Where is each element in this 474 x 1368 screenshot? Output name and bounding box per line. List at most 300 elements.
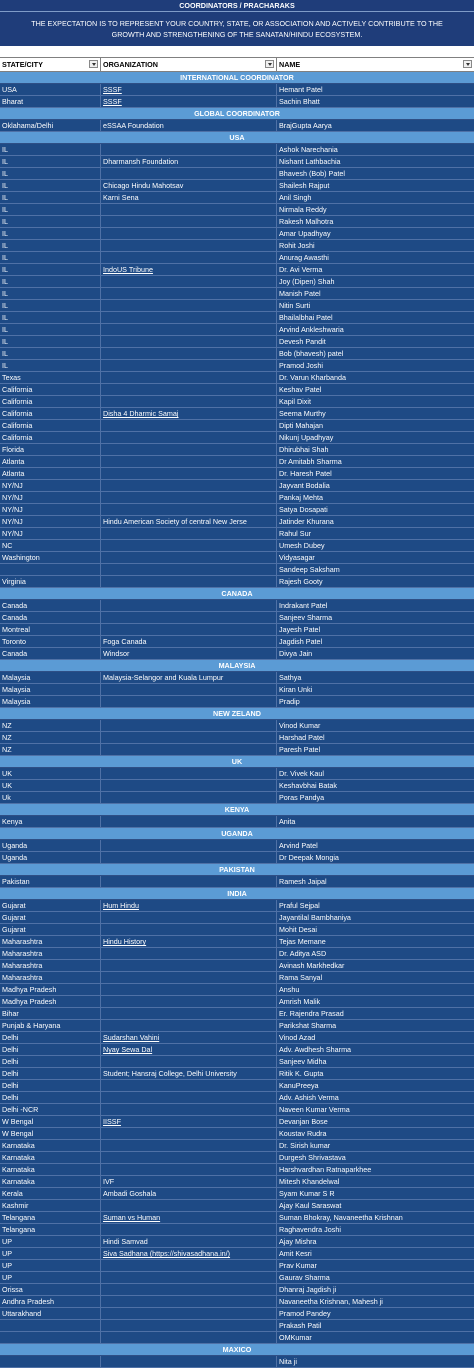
cell-state-city: Madhya Pradesh: [0, 996, 101, 1007]
cell-organization: [101, 912, 277, 923]
cell-organization: [101, 1296, 277, 1307]
cell-organization: [101, 624, 277, 635]
cell-name: Syam Kumar S R: [279, 1189, 335, 1198]
spacer-row: [0, 46, 474, 57]
table-row: [0, 840, 474, 852]
table-row: [0, 576, 474, 588]
cell-state-city: Bharat: [0, 96, 101, 107]
cell-name: Sathya: [279, 673, 302, 682]
cell-name: Keshavbhai Batak: [279, 781, 337, 790]
cell-state-city: IL: [0, 144, 101, 155]
table-row: [0, 852, 474, 864]
table-row: [0, 1224, 474, 1236]
table-row: [0, 384, 474, 396]
table-row: [0, 252, 474, 264]
sheet-title: COORDINATORS / PRACHARAKS: [0, 0, 474, 12]
cell-state-city: IL: [0, 348, 101, 359]
table-row: [0, 120, 474, 132]
cell-organization: [101, 792, 277, 803]
table-row: [0, 600, 474, 612]
intro-text: THE EXPECTATION IS TO REPRESENT YOUR COUNTRY, STATE, OR ASSOCIATION AND ACTIVELY CONTRIBUTE TO THE GROWTH AND STRENGTHENING OF THE SANATAN/HINDU ECOSYSTEM.: [0, 12, 474, 46]
cell-state-city: NC: [0, 540, 101, 551]
cell-organization: [101, 684, 277, 695]
column-header-state: [0, 58, 101, 71]
cell-state-city: IL: [0, 240, 101, 251]
table-row: [0, 540, 474, 552]
cell-name: Pramod Pandey: [279, 1309, 331, 1318]
cell-name: Sanjeev Midha: [279, 1057, 327, 1066]
cell-organization: [101, 780, 277, 791]
table-row: [0, 192, 474, 204]
cell-organization: Hindi Samvad: [101, 1236, 277, 1247]
section-header: UK: [0, 756, 474, 768]
cell-organization: [101, 576, 277, 587]
cell-name: Paresh Patel: [279, 745, 321, 754]
cell-state-city: UP: [0, 1260, 101, 1271]
cell-state-city: NY/NJ: [0, 516, 101, 527]
table-row: [0, 168, 474, 180]
cell-state-city: Toronto: [0, 636, 101, 647]
cell-state-city: UK: [0, 780, 101, 791]
cell-name: Sachin Bhatt: [279, 97, 320, 106]
table-row: [0, 264, 474, 276]
table-row: [0, 1020, 474, 1032]
table-row: [0, 156, 474, 168]
table-row: [0, 1140, 474, 1152]
cell-state-city: Karnataka: [0, 1140, 101, 1151]
cell-organization: Ambadi Goshala: [101, 1188, 277, 1199]
table-row: [0, 912, 474, 924]
cell-name: BrajGupta Aarya: [279, 121, 332, 130]
table-row: [0, 732, 474, 744]
table-row: [0, 792, 474, 804]
table-row: [0, 1272, 474, 1284]
cell-name: Rakesh Malhotra: [279, 217, 334, 226]
table-row: [0, 180, 474, 192]
cell-name: Divya Jain: [279, 649, 313, 658]
cell-organization: [101, 744, 277, 755]
cell-state-city: Washington: [0, 552, 101, 563]
table-row: [0, 720, 474, 732]
cell-state-city: Gujarat: [0, 924, 101, 935]
cell-state-city: NZ: [0, 744, 101, 755]
cell-state-city: NZ: [0, 732, 101, 743]
table-row: [0, 972, 474, 984]
filter-dropdown-icon[interactable]: [89, 60, 98, 68]
cell-name: Ajay Kaul Saraswat: [279, 1201, 342, 1210]
cell-state-city: IL: [0, 312, 101, 323]
table-row: [0, 636, 474, 648]
cell-organization: [101, 204, 277, 215]
cell-organization: [101, 768, 277, 779]
table-row: [0, 288, 474, 300]
cell-organization: [101, 948, 277, 959]
table-row: [0, 420, 474, 432]
cell-state-city: Uttarakhand: [0, 1308, 101, 1319]
table-row: [0, 1308, 474, 1320]
cell-name: Bhavesh (Bob) Patel: [279, 169, 345, 178]
cell-name: Arvind Ankleshwaria: [279, 325, 344, 334]
cell-name: Dipti Mahajan: [279, 421, 323, 430]
organization-link[interactable]: Sudarshan Vahini: [101, 1032, 277, 1043]
cell-name: Durgesh Shrivastava: [279, 1153, 346, 1162]
cell-state-city: Karnataka: [0, 1164, 101, 1175]
cell-name: Prav Kumar: [279, 1261, 317, 1270]
table-row: [0, 1164, 474, 1176]
cell-organization: Karni Sena: [101, 192, 277, 203]
table-row: [0, 1332, 474, 1344]
section-header: UGANDA: [0, 828, 474, 840]
organization-link[interactable]: IndoUS Tribune: [101, 264, 277, 275]
table-row: [0, 1104, 474, 1116]
table-row: [0, 240, 474, 252]
section-header: NEW ZELAND: [0, 708, 474, 720]
cell-organization: Hindu American Society of central New Jerse: [101, 516, 277, 527]
organization-link[interactable]: Siva Sadhana (https://shivasadhana.in/): [101, 1248, 277, 1259]
organization-link[interactable]: SSSF: [101, 96, 277, 107]
cell-name: Seema Murthy: [279, 409, 326, 418]
cell-state-city: Malaysia: [0, 696, 101, 707]
cell-name: Ajay Mishra: [279, 1237, 317, 1246]
cell-name: Amit Kesri: [279, 1249, 312, 1258]
cell-name: Navaneetha Krishnan, Mahesh ji: [279, 1297, 383, 1306]
cell-state-city: Delhi: [0, 1056, 101, 1067]
table-row: [0, 480, 474, 492]
table-row: [0, 204, 474, 216]
table-row: [0, 432, 474, 444]
filter-dropdown-icon[interactable]: [265, 60, 274, 68]
cell-state-city: IL: [0, 300, 101, 311]
cell-name: Dr. Avi Verma: [279, 265, 323, 274]
cell-name: Dr. Vivek Kaul: [279, 769, 325, 778]
cell-name: Harshad Patel: [279, 733, 325, 742]
cell-state-city: Kashmir: [0, 1200, 101, 1211]
cell-name: Mitesh Khandelwal: [279, 1177, 340, 1186]
cell-name: Ashok Narechania: [279, 145, 338, 154]
cell-name: Dhirubhai Shah: [279, 445, 329, 454]
cell-state-city: NY/NJ: [0, 528, 101, 539]
cell-name: Jatinder Khurana: [279, 517, 334, 526]
table-row: [0, 948, 474, 960]
table-row: [0, 684, 474, 696]
cell-state-city: UP: [0, 1272, 101, 1283]
table-row: [0, 84, 474, 96]
cell-organization: [101, 1308, 277, 1319]
table-row: [0, 456, 474, 468]
cell-name: Mohit Desai: [279, 925, 317, 934]
cell-name: Ritik K. Gupta: [279, 1069, 324, 1078]
cell-name: Rama Sanyal: [279, 973, 323, 982]
table-row: [0, 360, 474, 372]
cell-name: Devanjan Bose: [279, 1117, 328, 1126]
cell-state-city: UP: [0, 1248, 101, 1259]
table-row: [0, 1356, 474, 1368]
cell-state-city: Maharashtra: [0, 972, 101, 983]
cell-organization: [101, 1152, 277, 1163]
cell-state-city: California: [0, 384, 101, 395]
cell-organization: [101, 384, 277, 395]
cell-state-city: IL: [0, 276, 101, 287]
table-row: [0, 312, 474, 324]
cell-organization: [101, 972, 277, 983]
cell-name: Dr Amitabh Sharma: [279, 457, 342, 466]
table-row: [0, 516, 474, 528]
cell-name: Parikshat Sharma: [279, 1021, 337, 1030]
section-header: KENYA: [0, 804, 474, 816]
cell-organization: [101, 396, 277, 407]
organization-link[interactable]: IISSF: [101, 1116, 277, 1127]
table-row: [0, 1056, 474, 1068]
cell-name: Amrish Malik: [279, 997, 321, 1006]
cell-organization: [101, 1092, 277, 1103]
cell-organization: [101, 228, 277, 239]
section-header: MALAYSIA: [0, 660, 474, 672]
cell-name: Anita: [279, 817, 296, 826]
cell-name: Satya Dosapati: [279, 505, 328, 514]
table-row: [0, 1044, 474, 1056]
table-row: [0, 228, 474, 240]
cell-name: Umesh Dubey: [279, 541, 325, 550]
cell-organization: [101, 540, 277, 551]
cell-organization: [101, 348, 277, 359]
cell-organization: Chicago Hindu Mahotsav: [101, 180, 277, 191]
table-row: [0, 492, 474, 504]
cell-state-city: Virginia: [0, 576, 101, 587]
organization-link[interactable]: Hum Hindu: [101, 900, 277, 911]
cell-organization: [101, 564, 277, 575]
cell-organization: [101, 456, 277, 467]
cell-state-city: Madhya Pradesh: [0, 984, 101, 995]
cell-name: OMKumar: [279, 1333, 312, 1342]
cell-state-city: Delhi: [0, 1032, 101, 1043]
cell-state-city: Delhi: [0, 1044, 101, 1055]
cell-organization: [101, 1080, 277, 1091]
cell-name: Anurag Awasthi: [279, 253, 329, 262]
cell-state-city: IL: [0, 228, 101, 239]
organization-link[interactable]: Nyay Sewa Dal: [101, 1044, 277, 1055]
cell-organization: [101, 924, 277, 935]
cell-name: Adv. Awdhesh Sharma: [279, 1045, 352, 1054]
table-row: [0, 816, 474, 828]
table-row: [0, 768, 474, 780]
table-row: [0, 1212, 474, 1224]
cell-organization: [101, 1272, 277, 1283]
cell-state-city: IL: [0, 264, 101, 275]
table-row: [0, 672, 474, 684]
cell-organization: Malaysia-Selangor and Kuala Lumpur: [101, 672, 277, 683]
table-row: [0, 1092, 474, 1104]
section-header: INDIA: [0, 888, 474, 900]
cell-organization: [101, 1008, 277, 1019]
cell-state-city: Oklahama/Delhi: [0, 120, 101, 131]
cell-organization: [101, 168, 277, 179]
organization-link[interactable]: Suman vs Human: [101, 1212, 277, 1223]
cell-name: Koustav Rudra: [279, 1129, 327, 1138]
table-row: [0, 612, 474, 624]
cell-state-city: IL: [0, 252, 101, 263]
cell-state-city: Kerala: [0, 1188, 101, 1199]
cell-name: KanuPreeya: [279, 1081, 319, 1090]
table-row: [0, 1080, 474, 1092]
cell-state-city: IL: [0, 360, 101, 371]
table-row: [0, 444, 474, 456]
filter-dropdown-icon[interactable]: [463, 60, 472, 68]
cell-organization: [101, 336, 277, 347]
table-row: [0, 744, 474, 756]
cell-state-city: Delhi: [0, 1068, 101, 1079]
cell-state-city: IL: [0, 216, 101, 227]
cell-organization: [101, 324, 277, 335]
cell-state-city: [0, 1332, 101, 1343]
section-header: GLOBAL COORDINATOR: [0, 108, 474, 120]
table-row: [0, 552, 474, 564]
table-row: [0, 144, 474, 156]
table-row: [0, 1116, 474, 1128]
cell-state-city: Texas: [0, 372, 101, 383]
section-header: MAXICO: [0, 1344, 474, 1356]
cell-organization: [101, 1164, 277, 1175]
table-row: [0, 276, 474, 288]
organization-link[interactable]: Hindu History: [101, 936, 277, 947]
cell-state-city: Delhi: [0, 1092, 101, 1103]
table-body: [0, 72, 474, 1368]
cell-name: Rohit Joshi: [279, 241, 315, 250]
table-row: [0, 324, 474, 336]
cell-name: Rahul Sur: [279, 529, 311, 538]
cell-name: Bob (bhavesh) patel: [279, 349, 344, 358]
cell-state-city: NY/NJ: [0, 492, 101, 503]
cell-state-city: Uganda: [0, 852, 101, 863]
cell-organization: [101, 420, 277, 431]
cell-name: Shailesh Rajput: [279, 181, 330, 190]
cell-name: Manish Patel: [279, 289, 321, 298]
cell-name: Poras Pandya: [279, 793, 325, 802]
cell-organization: [101, 504, 277, 515]
cell-name: Raghavendra Joshi: [279, 1225, 341, 1234]
cell-organization: [101, 528, 277, 539]
cell-state-city: Canada: [0, 612, 101, 623]
table-row: [0, 1248, 474, 1260]
cell-name: Dhanraj Jagdish ji: [279, 1285, 337, 1294]
cell-organization: [101, 732, 277, 743]
table-row: [0, 504, 474, 516]
cell-organization: [101, 276, 277, 287]
cell-name: Arvind Patel: [279, 841, 318, 850]
cell-name: Nita ji: [279, 1357, 297, 1366]
cell-state-city: Florida: [0, 444, 101, 455]
cell-organization: [101, 372, 277, 383]
cell-state-city: IL: [0, 156, 101, 167]
cell-name: Ramesh Jaipal: [279, 877, 327, 886]
cell-organization: Windsor: [101, 648, 277, 659]
cell-organization: [101, 1260, 277, 1271]
cell-organization: [101, 984, 277, 995]
cell-state-city: Punjab & Haryana: [0, 1020, 101, 1031]
cell-organization: [101, 1104, 277, 1115]
cell-organization: [101, 1356, 277, 1367]
table-row: [0, 96, 474, 108]
cell-organization: [101, 1020, 277, 1031]
cell-state-city: Maharashtra: [0, 948, 101, 959]
cell-state-city: IL: [0, 180, 101, 191]
cell-name: Jayantilal Bambhaniya: [279, 913, 351, 922]
cell-organization: [101, 312, 277, 323]
table-row: [0, 468, 474, 480]
table-row: [0, 1296, 474, 1308]
table-row: [0, 960, 474, 972]
cell-name: Dr Deepak Mongia: [279, 853, 339, 862]
cell-organization: [101, 552, 277, 563]
cell-state-city: California: [0, 432, 101, 443]
cell-name: Indrakant Patel: [279, 601, 328, 610]
cell-name: Pramod Joshi: [279, 361, 323, 370]
cell-name: Anil Singh: [279, 193, 312, 202]
cell-state-city: Uk: [0, 792, 101, 803]
cell-organization: [101, 840, 277, 851]
table-row: [0, 1260, 474, 1272]
cell-organization: [101, 612, 277, 623]
column-header-name-label: NAME: [279, 60, 301, 69]
cell-organization: [101, 432, 277, 443]
cell-name: Amar Upadhyay: [279, 229, 331, 238]
cell-name: Jayesh Patel: [279, 625, 321, 634]
table-row: [0, 1152, 474, 1164]
cell-organization: [101, 360, 277, 371]
table-row: [0, 936, 474, 948]
cell-name: Pradip: [279, 697, 300, 706]
table-row: [0, 1128, 474, 1140]
cell-organization: [101, 444, 277, 455]
cell-state-city: California: [0, 396, 101, 407]
organization-link[interactable]: Disha 4 Dharmic Samaj: [101, 408, 277, 419]
organization-link[interactable]: SSSF: [101, 84, 277, 95]
cell-state-city: Atlanta: [0, 456, 101, 467]
cell-organization: [101, 1128, 277, 1139]
cell-organization: Dharmansh Foundation: [101, 156, 277, 167]
cell-organization: Foga Canada: [101, 636, 277, 647]
table-row: [0, 300, 474, 312]
column-header-organization: [101, 58, 277, 71]
cell-organization: [101, 492, 277, 503]
cell-name: Bhailalbhai Patel: [279, 313, 333, 322]
cell-state-city: Uganda: [0, 840, 101, 851]
column-header-state-label: STATE/CITY: [2, 60, 43, 69]
cell-organization: [101, 720, 277, 731]
cell-state-city: California: [0, 420, 101, 431]
cell-state-city: NZ: [0, 720, 101, 731]
cell-state-city: UP: [0, 1236, 101, 1247]
cell-name: Jagdish Patel: [279, 637, 323, 646]
table-row: [0, 996, 474, 1008]
cell-name: Keshav Patel: [279, 385, 322, 394]
cell-organization: [101, 816, 277, 827]
cell-name: Hemant Patel: [279, 85, 323, 94]
table-row: [0, 876, 474, 888]
cell-state-city: IL: [0, 288, 101, 299]
cell-state-city: [0, 1356, 101, 1367]
cell-organization: eSSAA Foundation: [101, 120, 277, 131]
cell-state-city: Telangana: [0, 1224, 101, 1235]
cell-state-city: Atlanta: [0, 468, 101, 479]
cell-state-city: Maharashtra: [0, 960, 101, 971]
cell-state-city: Montreal: [0, 624, 101, 635]
table-row: [0, 780, 474, 792]
cell-name: Avinash Markhedkar: [279, 961, 345, 970]
cell-name: Sandeep Saksham: [279, 565, 340, 574]
cell-state-city: [0, 564, 101, 575]
cell-organization: [101, 1056, 277, 1067]
cell-organization: [101, 252, 277, 263]
